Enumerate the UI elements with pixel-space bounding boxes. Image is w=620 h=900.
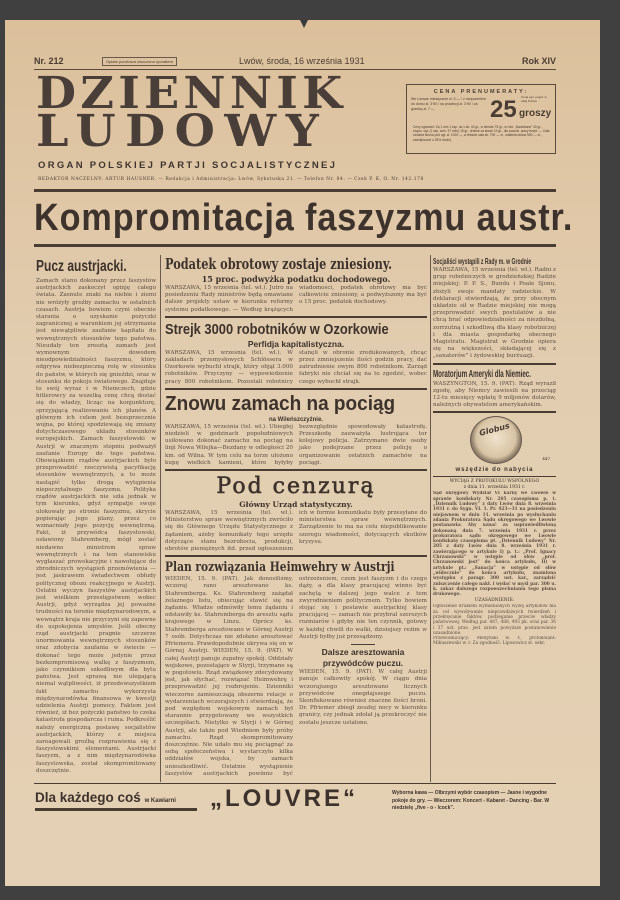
divider bbox=[165, 316, 427, 318]
ad-rates: Ceny ogłoszeń: Za 1 mm 1 szp. na 1 str. 40 gr., w tekście 75 gr., w rubr. „Nadesłane” 40 gr., zwycz. ogł. (1 szp. szer. 37 m/m) 15 gr., drobne za słowo 10 gr., dla poszuk. pracy bezpł. — Cała czwarta strona pod ogł. zł. 1000·—, w tekście cała str. 700·— zł., ostatnia strona 500·— zł., zamiejscowe o 25% drożej. bbox=[413, 125, 550, 142]
article-body-grodno: WARSZAWA, 15 września (tel. wł.). Radni z grup robotniczych w grodzieńskiej Radzie miejskiej: P. P. S., Bundu i Poale Sjonu, złożyli swoje mandaty radzieckie. W deklaracji stwierdzają, że przy obecnym układzie sił w Radzie miejskiej nie mogą przeprowadzić swych postulatów a nie chcą brać odpowiedzialności za niezdolną, zorrzutną i szkodliwą dla klasy robotniczej i dla miasta gospodarkę obecnego Magistratu. Magistrat w Grodnie opiera się na większości, składającej się z „sanatorów” i żydowskiej burżuazji. bbox=[433, 267, 556, 360]
masthead-line2: LUDOWY bbox=[36, 106, 329, 157]
divider bbox=[433, 476, 556, 477]
right-column bbox=[433, 256, 556, 782]
issue-year: Rok XIV bbox=[521, 56, 556, 66]
article-body-moratorjum: WASZYNGTON, 15. 9. (PAT). Rząd wyraził zgodę, aby Niemcy zawiesili na przeciąg 12-tu miesięcy wpłatę 9 miljonów dolarów, należnych obywatelom amerykańskim. bbox=[433, 380, 556, 409]
price-unit: groszy bbox=[519, 108, 552, 119]
article-subtitle-podatek: 15 proc. podwyżka podatku dochodowego. bbox=[201, 274, 391, 284]
masthead bbox=[36, 68, 347, 157]
middle-column bbox=[165, 256, 427, 782]
article-subtitle-cenzura: Główny Urząd statystyczny. bbox=[239, 500, 353, 510]
article-body-strejk: WARSZAWA, 15 września (tel. wł.). W zakładach przemysłowych Schlössera w Ozorkowie wybuchł strajk, który objął 3.000 robotników. Przyczyny — wypowiedzenie pracy 800 robotnikom. Pozostali robotnicy stanęli w obronie zredukowanych, chcąc przez zmniejszenie ilości godzin pracy, dać zatrudnienie owym 800 robotnikom. Zarząd fabryki nie chciał się na to zgodzić, wobec czego wybuchł strajk. bbox=[165, 349, 427, 385]
protokol-body: Sąd okręgowy Wydział VI karny we Lwowie w sprawie konfiskaty Nr. 205 czasopisma p. t. „Dziennik Ludowy” z daty Lwów dnia 8. września 1931 r. do Sygn. VI. 1. Pr. 423—31 na posiedzeniu niejawnem w dniu 11. września po wysłuchaniu zdania Prokuratora Sądu okręgowego we Lwowie postanawia: Aby uznać za usprawiedliwioną dokonaną dnia 7. września 1931 r. przez prokuratora sądu okręgowego we Lwowie konfiskatę czasopisma pt. „Dziennik Ludowy” Nr. 205 z daty Lwów dnia 8. września 1931 r. zawierającego w artykule I) p. t.: „Prof. Ignacy Chrzanowski” w ustępie od słów „prof. Chrzanowski jest” do końca artykułu, II) w artykule pt.: „Sanacja” w ustępie od słów „widocznie” do końca artykułu, znamiona występku z paragr. 300 ust. kar., zarządzić zniszczenie całego nakł. i wydać w myśl par. 300 u. k. zakaz dalszego rozpowszechniania tego pisma drukowego. bbox=[433, 491, 556, 598]
article-body-dalsze: WIEDEŃ, 15. 9. (PAT). W całej Austrji panuje całkowity spokój. W ciągu dnia wczorajszego aresztowano licznych przywódców onegdajszego puczu. Skonfiskowano również znaczne ilości broni. Dr. Pfriemer zbiegł zeszłej nocy w kierunku granicy, czy jednak zdołał ją przekroczyć nie zostało jeszcze ustalone. bbox=[299, 669, 427, 726]
subscription-box bbox=[406, 84, 556, 154]
article-title-podatek: Podatek obrotowy zostaje zniesiony. bbox=[165, 256, 393, 273]
protokol-date: z dnia 11. września 1931 r. bbox=[463, 485, 526, 491]
article-body-heimwehra: WIEDEŃ, 15. 9. (PAT). Jak donosiliśmy, wczoraj rano aresztowano ks. Stahremberga. Ks. Stahremberg zażądał żelaznego listu, obiecując stawić się na żądanie. Władze odmówiły temu żądaniu i odstawiły ks. Stahremberga do aresztu sądu krajowego w Linzu. Oprócz ks. Stahremberga aresztowano w Górnej Austrji 7 osób. Dotychczas nie zdołano aresztować Pfriemera. Prawdopodobnie ukrywa się on w Górnej Austrji. WIEDEŃ, 15. 9. (PAT). W całej Austrji panuje zupełny spokój. Oddziały wojskowe, pozostające w Styrji, trzymane są w pogotowiu. Rząd związkowy zdecydowany jest, jak słychać, rozwiązać Heimwehrę i przeprowadzić jej rozbrojenie. Dzienniki wieczorne zamieszczają obszerne relacje o wydarzeniach wczorajszych i stwierdzają, że pod względem wojskowym zamach był starannie przygotowany we wszystkich szczegółach. Nietylko w Styrji i w Górnej Austrji, ale także pod Wiedniem były próby zamachu. Rząd skompromitowany doszczętnie. Nie udało mu się pociągnąć za sobą społeczeństwa i wystarczyło kilka oddziałów wojska, by zamach unieszkodliwić. Ostatnie wystąpienie faszystów austrjackich powinno być ostrzeżeniem, czem jest faszyzm i do czego dąży, a dla klasy pracującej winno być zachętą w dalszej jego walce z tem zwyrodnieniem politycznem. Tylko bowiem stojąc się i postawie austrjackiej klasy pracującej — zamach nie przybrał szerszych rozmiarów i gdyby nie ten czynnik, gotowy w każdej chwili do walki, dzisiejszy reżim w Austrji byłby już przesądzony. bbox=[165, 576, 427, 777]
footer-ad-louvre: „LOUVRE“ bbox=[210, 785, 359, 812]
article-title-dalsze bbox=[299, 647, 427, 669]
price-number: 25 bbox=[490, 96, 517, 123]
scan-notch bbox=[300, 20, 308, 28]
globus-tin-logo bbox=[470, 416, 522, 464]
divider bbox=[351, 644, 375, 645]
divider bbox=[165, 555, 427, 557]
article-title-moratorjum: Moratorjum Ameryki dla Niemiec. bbox=[433, 368, 531, 380]
editor-line: REDAKTOR NACZELNY: ARTUR HAUSNER. — Redakcja i Administracja: Lwów, Sykstuska 21. — Telefon Nr. 84. — Czek P. K. O. Nr. 142.178 bbox=[38, 177, 424, 182]
postage-stamp: Opłata pocztowa uiszczona ryczałtem bbox=[102, 57, 177, 66]
masthead-subtitle: ORGAN POLSKIEJ PARTJI SOCJALISTYCZNEJ bbox=[38, 160, 338, 171]
title-line: Dalsze aresztowania bbox=[321, 647, 405, 658]
article-body-cenzura: WARSZAWA, 15 września (tel. wł.). Ministerstwo spraw wewnętrznych zwróciło się do Głównego Urzędu Statystycznego z żądaniem, ażeby komunikaty tego urzędu dotyczące stanu bezrobocia, produkcji, obrotów pieniężnych itd. przed ogłoszeniem ich w formie komunikatu były przesyłane do ministerstwa spraw wewnętrznych. Zarządzenie to ma na celu niepublikowanie szeregu wiadomości, dotyczących skutków kryzysu. bbox=[165, 510, 427, 553]
column-divider bbox=[430, 255, 431, 782]
globus-ad bbox=[433, 416, 556, 466]
ad-code: 447 bbox=[542, 456, 550, 462]
title-line: przywódców puczu. bbox=[322, 658, 404, 669]
heimwehra-columns bbox=[165, 576, 427, 782]
article-body-podatek: WARSZAWA, 15 września (tel. wł.). Jutro na posiedzeniu Rady ministrów będą omawiane dalsze projekty ustaw w kierunku reformy systemu podatkowego. — Według krążących wiadomości, podatek obrotowy ma być całkowicie zniesiony, a podwyższony ma być o 15 proc. podatek dochodowy. bbox=[165, 285, 427, 313]
divider bbox=[34, 189, 556, 192]
protokol-signature: Przewodniczący: Medyński w. r., protokolant: Mikuszewski w. r. Za zgodność: Liposowicz st. sekr. bbox=[433, 636, 556, 647]
price-note: Cena egz. pojed. w całej Polsce bbox=[521, 95, 547, 103]
masthead-line1: DZIENNIK bbox=[36, 68, 347, 119]
divider bbox=[165, 388, 427, 390]
issue-date: Lwów, środa, 16 września 1931 bbox=[239, 56, 365, 66]
footer-ad-cafe-label: w Kawiarni bbox=[144, 798, 176, 804]
divider bbox=[165, 469, 427, 471]
article-subtitle-zamach: na Wileńszczyźnie. bbox=[269, 416, 323, 423]
divider bbox=[433, 363, 556, 365]
footer-ad-slogan: Dla każdego coś bbox=[35, 790, 141, 805]
divider bbox=[35, 808, 197, 811]
footer-ad-details: Wyborna kawa — Olbrzymi wybór czasopism — Jasne i wygodne pokoje do gry. — Wieczorem: Koncert - Kabaret - Dancing - Bar. W niedzielę „five - o - lcock”. bbox=[392, 790, 550, 811]
divider bbox=[34, 783, 556, 784]
article-title-cenzura: Pod cenzurą bbox=[216, 474, 376, 500]
globus-brand: Globus bbox=[478, 421, 511, 439]
article-subtitle-strejk: Perfidja kapitalistyczna. bbox=[247, 338, 345, 349]
protokol-reason: Ogłoszenie drukiem wymienionych wyżej artykułów ma za cel wywoływanie nieprawdziwych twierdzeń i przekręcanie faktów, podżeganie przeciw władzy państwowej. Według par. 487, 488, 493 pk. oraz par. 36 i 37 ust. pras. jest zatem powyższe postanowienie uzasadnione. bbox=[433, 604, 556, 636]
article-body-pucz: Zamach stanu dokonany przez faszystów austrjackich zaskoczył opinję całego świata. Zasnute znaki na niebie i ziemi nie wróżyły groźby zamachu w ostatnich czasach. Austrja bowiem czyni obecnie starania o uzyskanie pożyczki zagranicznej a warunkiem jej otrzymania jest niewątpliwie zaufanie kapitału do wewnętrznych stosunków tego państwa. Nieudały ten zresztą zamach jest wymownym dowodem nieodpowiedzialności faszyzmu, który odgrywa niebezpieczną rolę w stosunku do państw, w których się gnieździ, oraz w stosunku do pokoju światowego. Znajduje to swój wyraz i w Niemczech, gdzie hitlerowcy za wszelką cenę chcą dostać się do władzy, licząc na konjunkturę, sprzyjającą realizowaniu ich planów. A głównym ich celem jest bezsprzecznie wojna, po której spodziewają się zmiany dotychczasowego układu stosunków europejskich. Zamach faszystowski w Austrji w znacznym stopniu podważył zaufanie Europy do tego państwa. Obowiązkiem rządów austrjackich było przeprowadzić rzeczywistą pacyfikację stosunków wewnętrznych, a to może nastąpić tylko drogą wytępienia niepoczytalnego faszyzmu. Polityka rządów austrjackich nie szła jednak w tym kierunku, gdyż sympatje swoje ulokowały po stronie faszyzmu, skrycie popierając jego plany, przez co wzmacniały jego pozycję wewnętrzną. Fakt, iż przywódca faszystowski, osławiony Stahremberg, mógł zostać niedawno ministrem spraw wewnętrznych i na tem stanowisku wygłaszać prowokacyjne i nawołujące do zbrodniczych wystąpień przemówienia — jest jaskrawem świadectwem obłudy politycznej obozu reakcyjnego w Austrji. Ostatni wyczyn faszystów austrjackich jest wielkiem przestępstwem wobec Austrji, gdyż wyrządza jej poważne trudności na terenie międzynarodowym, a wewnątrz kraja nie przyczyni się zapewne do uspokojenia umysłów. Jeśli obecny rząd austrjacki pragnie szczerze unormowania wewnętrznych stosunków oraz zdobycia zaufania w świecie — dokonać tego może jedynie przez bezkompromisową walkę z faszyzmem, jako czynnikiem szkodliwym dla bytu państwa. Jest sprawą nie ulegającą niemal wątpliwości, iż przedewszystkiem fakt zamachu wykorzysta międzynarodówka finansowa w kwestji udzielenia Austrji pomocy. Faktem jest również, iż bez pożyczki państwo to czeka katastrofa gospodarcza i ruina. Podkreślić należy energiczną postawę socjalistów austrjackich, którzy z miejsca zareagowali groźbą rozprawienia się z faszystowskimi elementami. Austrjacki faszyzm, a z nim międzynarodówka faszystowska, został skompromitowany doszczętnie. bbox=[36, 278, 156, 774]
article-body-zamach: WARSZAWA, 15 września (tel. wł.). Ubiegłej niedzieli w godzinach popołudniowych usiłowano dokonać zamachu na pociąg na linji Nowa Wilejka—Bezdany w odległości 20 km. od Wilna. W tym celu na torze ułożono kupę wielkich kamieni, które byłyby bezwzględnie spowodowały katastrofę. Przeszkodę zauważyła lustrująca tor kolejowy policja. Zatrzymano dwie osoby jako podejrzane przez policję o organizowanie ostatnich zamachów na pociągi. bbox=[165, 423, 427, 466]
protokol-reason-title: UZASADNIENIE: bbox=[474, 598, 515, 604]
subscription-title: CENA PRENUMERATY: bbox=[433, 89, 529, 95]
issue-number: Nr. 212 bbox=[34, 56, 64, 66]
column-divider bbox=[160, 255, 161, 782]
article-box-dalsze bbox=[299, 641, 427, 727]
article-title-pucz: Pucz austrjacki. bbox=[36, 258, 127, 275]
article-title-strejk: Strejk 3000 robotników w Ozorkowie bbox=[165, 320, 389, 338]
divider bbox=[433, 411, 556, 413]
article-title-grodno: Socjaliści wystąpili z Rady m. w Grodnie bbox=[433, 256, 532, 266]
article-title-zamach: Znowu zamach na pociąg bbox=[165, 392, 396, 415]
protokol-title: WYCIĄG Z PROTOKUŁU WSPÓLNEGO bbox=[449, 479, 540, 485]
banner-headline: Kompromitacja faszyzmu austr. bbox=[34, 197, 574, 239]
globus-tagline: wszędzie do nabycia bbox=[455, 467, 534, 474]
article-title-heimwehra: Plan rozwiązania Heimwehry w Austrji bbox=[165, 560, 395, 576]
footer-ad-left bbox=[35, 790, 176, 805]
subscription-rates: We Lwowie miesięcznie zł. 3·— / z doręczeniem do domu zł. 3·50 / na prowincji zł. 3·50 / za granicą zł. 7·— bbox=[411, 97, 486, 111]
divider bbox=[34, 244, 556, 247]
